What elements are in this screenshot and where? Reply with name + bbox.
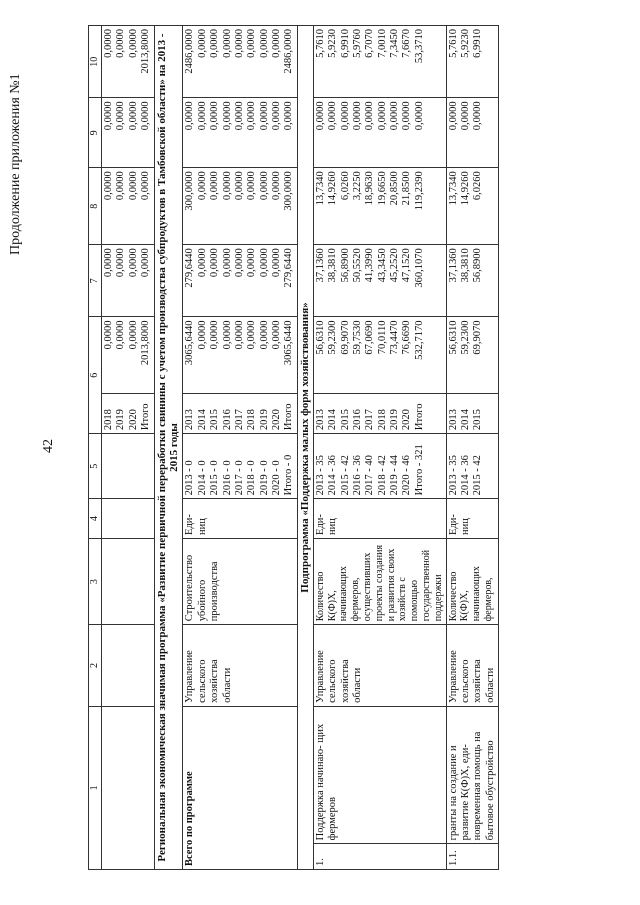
table-row — [446, 26, 499, 870]
table-row — [102, 26, 155, 870]
unit-cell: Еди- ниц — [183, 499, 297, 539]
program-table — [88, 25, 499, 870]
col-num-9: 9 — [89, 98, 102, 168]
value-stack: 3065,6440 0,0000 0,0000 0,0000 0,0000 0,0000 0,0000 0,0000 3065,6440 — [183, 317, 297, 394]
year-stack: 2013 2014 2015 2016 2017 2018 2019 2020 Итого — [183, 394, 297, 434]
item-number: 1.1. — [446, 844, 499, 870]
program-title: Региональная экономическая значимая программа «Развитие первичной переработки свинины с учетом производства субпродуктов в Тамбовской области» на 2013 - 2015 годы — [154, 26, 183, 870]
responsible-cell: Управление сельского хозяйства области — [313, 625, 446, 707]
subprogram-title: Подпрограмма «Поддержка малых форм хозяйствования» — [297, 26, 313, 870]
value-stack: 0,0000 0,0000 0,0000 0,0000 0,0000 0,0000 0,0000 0,0000 0,0000 — [183, 98, 297, 168]
col-num-10: 10 — [89, 26, 102, 98]
value-stack: 0,0000 0,0000 0,0000 2013,8000 — [102, 317, 155, 394]
value-stack: 13,7340 14,9260 6,0260 — [446, 168, 499, 245]
year-stack: 2013 2014 2015 — [446, 394, 499, 434]
value-stack: 37,1360 38,3810 56,8900 50,5520 41,3990 43,3450 45,2520 47,1520 360,1070 — [313, 245, 446, 317]
responsible-cell: Управление сельского хозяйства области — [183, 625, 297, 707]
value-stack: 56,6310 59,2300 69,9070 59,7530 67,0690 70,0110 73,4470 76,6690 532,7170 — [313, 317, 446, 394]
page-number: 42 — [41, 439, 56, 453]
item-title: Поддержка начинаю- щих фермеров — [313, 706, 446, 844]
col-num-3: 3 — [89, 538, 102, 624]
value-stack: 5,7610 5,9230 6,9910 — [446, 26, 499, 98]
item-title: гранты на создание и развитие К(Ф)Х, еди- новременная помощь на бытовое обустройство — [446, 706, 499, 844]
indicator-cell: Строительство убойного производства — [183, 538, 297, 624]
target-stack: 2013 - 0 2014 - 0 2015 - 0 2016 - 0 2017 - 0 2018 - 0 2019 - 0 2020 - 0 Итого - 0 — [183, 434, 297, 499]
col-num-7: 7 — [89, 245, 102, 317]
value-stack: 0,0000 0,0000 0,0000 0,0000 — [102, 245, 155, 317]
col-num-2: 2 — [89, 625, 102, 707]
column-number-row — [89, 26, 102, 870]
value-stack: 0,0000 0,0000 0,0000 0,0000 0,0000 0,0000 0,0000 0,0000 0,0000 — [313, 98, 446, 168]
continuation-note: Продолжение приложения №1 — [8, 73, 23, 255]
value-stack: 2486,0000 0,0000 0,0000 0,0000 0,0000 0,0000 0,0000 0,0000 2486,0000 — [183, 26, 297, 98]
table-row — [313, 26, 446, 870]
unit-cell: Еди- ниц — [446, 499, 499, 539]
col-num-6: 6 — [89, 317, 102, 434]
indicator-cell: Количество К(Ф)Х, начинающих фермеров, осуществивших проекты создания и развития своих хозяйств с помощью государственной поддержки — [313, 538, 446, 624]
year-stack: 2018 2019 2020 Итого — [102, 394, 155, 434]
value-stack: 13,7340 14,9260 6,0260 3,2250 18,9630 19,6650 20,8500 21,8500 119,2390 — [313, 168, 446, 245]
value-stack: 279,6440 0,0000 0,0000 0,0000 0,0000 0,0000 0,0000 0,0000 279,6440 — [183, 245, 297, 317]
value-stack: 0,0000 0,0000 0,0000 2013,8000 — [102, 26, 155, 98]
responsible-cell: Управление сельского хозяйства области — [446, 625, 499, 707]
year-stack: 2013 2014 2015 2016 2017 2018 2019 2020 Итого — [313, 394, 446, 434]
value-stack: 0,0000 0,0000 0,0000 0,0000 — [102, 168, 155, 245]
value-stack: 0,0000 0,0000 0,0000 0,0000 — [102, 98, 155, 168]
value-stack: 300,0000 0,0000 0,0000 0,0000 0,0000 0,0000 0,0000 0,0000 300,0000 — [183, 168, 297, 245]
unit-cell: Еди- ниц — [313, 499, 446, 539]
target-stack: 2013 - 35 2014 - 36 2015 - 42 — [446, 434, 499, 499]
indicator-cell: Количество К(Ф)Х, начинающих фермеров, — [446, 538, 499, 624]
col-num-8: 8 — [89, 168, 102, 245]
col-num-4: 4 — [89, 499, 102, 539]
value-stack: 0,0000 0,0000 0,0000 — [446, 98, 499, 168]
item-number: 1. — [313, 844, 446, 870]
value-stack: 56,6310 59,2300 69,9070 — [446, 317, 499, 394]
col-num-1: 1 — [89, 706, 102, 869]
program-total-label: Всего по программе — [183, 706, 297, 869]
table-row — [183, 26, 297, 870]
value-stack: 5,7610 5,9230 6,9910 5,9760 6,7070 7,0010 7,3450 7,6670 53,3710 — [313, 26, 446, 98]
target-stack: 2013 - 35 2014 - 36 2015 - 42 2016 - 36 2017 - 40 2018 - 42 2019 - 44 2020 - 46 Итого - 321 — [313, 434, 446, 499]
value-stack: 37,1360 38,3810 56,8900 — [446, 245, 499, 317]
col-num-5: 5 — [89, 434, 102, 499]
